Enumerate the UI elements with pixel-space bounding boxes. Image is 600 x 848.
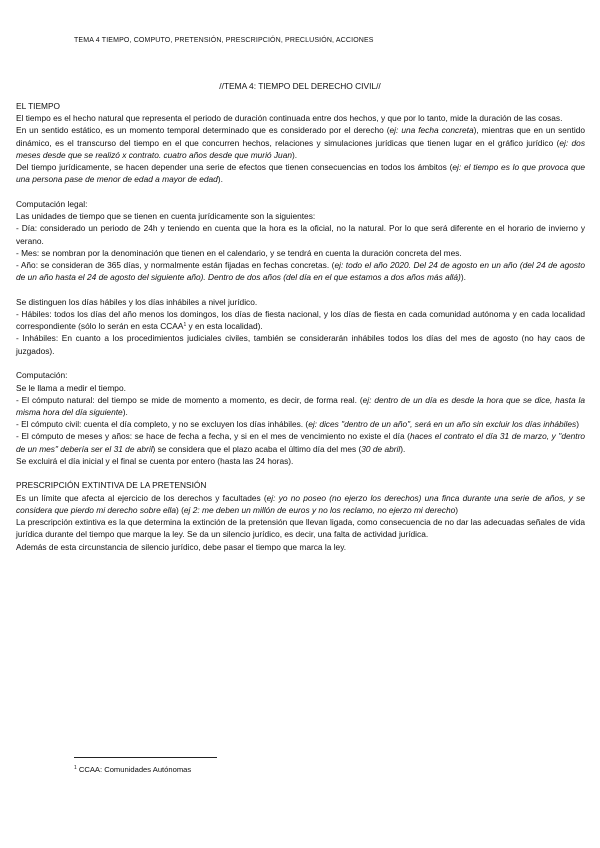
paragraph: Se le llama a medir el tiempo.: [16, 382, 126, 393]
footnote-reference[interactable]: 1: [183, 322, 187, 329]
page-header: TEMA 4 TIEMPO, COMPUTO, PRETENSIÓN, PRESCRIPCIÓN, PRECLUSIÓN, ACCIONES: [74, 37, 374, 44]
page-title: //TEMA 4: TIEMPO DEL DERECHO CIVIL//: [219, 81, 381, 91]
section-heading-computacion-legal: Computación legal:: [16, 198, 88, 209]
paragraph: Se distinguen los días hábiles y los días inhábiles a nivel jurídico.: [16, 296, 258, 307]
paragraph: El tiempo es el hecho natural que representa el periodo de duración continuada entre dos hechos, y que por lo tanto, mide la duración de las cosas.: [16, 113, 563, 124]
list-item: - El cómputo civil: cuenta el día completo, y no se excluyen los días inhábiles. (ej: dices "dentro de un año", será en un año sin excluir los días inhábiles): [16, 419, 579, 430]
paragraph: Las unidades de tiempo que se tienen en cuenta jurídicamente son la siguientes:: [16, 211, 316, 222]
section-heading-el-tiempo: EL TIEMPO: [16, 101, 61, 111]
paragraph: En un sentido estático, es un momento temporal determinado que es considerado por el derecho (ej: una fecha concreta), mientras que en un sentido dinámico, es el transcurso del tiempo en el que concurren hechos, relaciones y simulaciones jurídicas que tienen lugar en el gráfico jurídico (ej: dos meses desde que se realizó x contrato. cuatro años desde que murió Juan).: [16, 125, 585, 160]
list-item: - Año: se consideran de 365 días, y normalmente están fijadas en fechas concretas. (ej: todo el año 2020. Del 24 de agosto en un año (del 24 de agosto de un año hasta el 24 de agosto del siguiente año). Dentro de dos años (del día en el que estamos a dos años más allá)).: [16, 259, 585, 283]
document-body: [16, 100, 585, 553]
list-item: - El cómputo de meses y años: se hace de fecha a fecha, y si en el mes de vencimiento no existe el día (haces el contrato el día 31 de marzo, y "dentro de un mes" debería ser el 31 de abril) se considera que el plazo acaba el último día del mes (30 de abril).: [16, 431, 586, 454]
list-item: - Día: considerado un periodo de 24h y teniendo en cuenta que la hora es la oficial, no la natural. Por lo que será diferente en el horario de invierno y verano.: [16, 223, 585, 246]
list-item: - Inhábiles: En cuanto a los procedimientos judiciales civiles, también se considerarán inhábiles todos los días del mes de agosto (no hay caos de juzgados).: [16, 333, 585, 356]
paragraph: Del tiempo jurídicamente, se hacen depender una serie de efectos que tienen consecuencias en todos los ámbitos (ej: el tiempo es lo que provoca que una persona pase de menor de edad a mayor de edad).: [16, 162, 585, 185]
list-item: - Mes: se nombran por la denominación que tienen en el calendario, y se tendrá en cuenta la duración concreta del mes.: [16, 247, 462, 258]
footnote-separator: [74, 757, 217, 758]
list-item: - El cómputo natural: del tiempo se mide de momento a momento, es decir, de forma real. (ej: dentro de un día es desde la hora que se dice, hasta la misma hora del día siguiente).: [16, 394, 585, 417]
paragraph: Es un límite que afecta al ejercicio de los derechos y facultades (ej: yo no poseo (no ejerzo los derechos) una finca durante una serie de años, y se considera que pierdo mi derecho sobre ella) (ej 2: me deben un millón de euros y no los reclamo, no ejerzo mi derecho): [16, 492, 585, 515]
paragraph: Además de esta circunstancia de silencio jurídico, debe pasar el tiempo que marca la ley.: [16, 541, 347, 552]
section-heading-computacion: Computación:: [16, 370, 68, 381]
footnote: $^1$ CCAA: Comunidades Autónomas: [74, 765, 192, 774]
section-heading-prescripcion: PRESCRIPCIÓN EXTINTIVA DE LA PRETENSIÓN: [16, 480, 207, 491]
paragraph: Se excluirá el día inicial y el final se cuenta por entero (hasta las 24 horas).: [16, 455, 294, 466]
list-item: - Hábiles: todos los días del año menos los domingos, los días de fiesta nacional, y los días de fiesta en cada comunidad autónoma y en cada localidad correspondiente (sólo lo serán en esta CCAA$^1$ y en esta localidad).: [16, 309, 585, 332]
paragraph: La prescripción extintiva es la que determina la extinción de la pretensión que llevan ligada, como consecuencia de no dar las adecuadas señales de vida jurídica durante del tiempo que marque la ley. Se da un silencio jurídico, es decir, una falta de actividad jurídica.: [16, 517, 585, 540]
